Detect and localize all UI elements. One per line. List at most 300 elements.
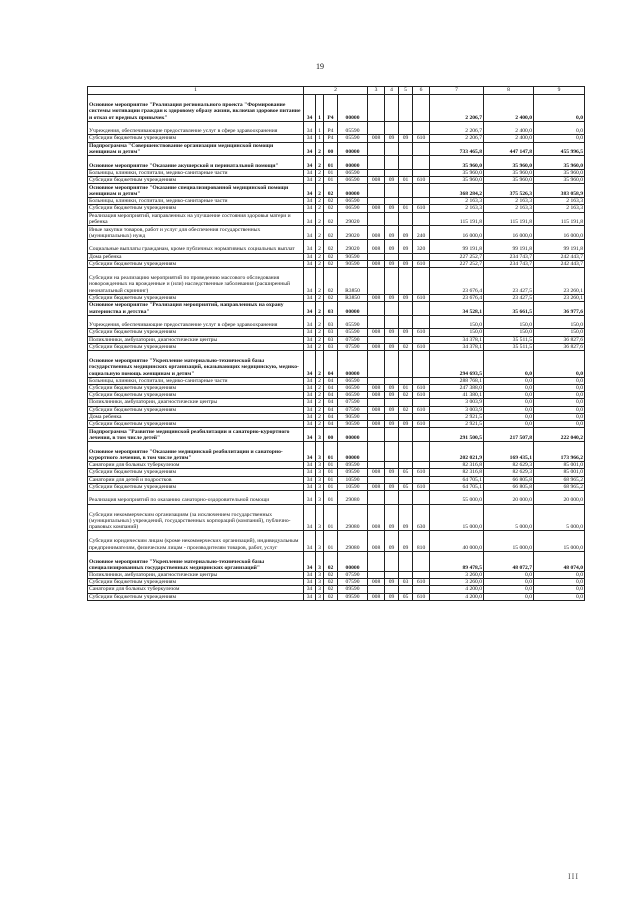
code-department — [368, 462, 385, 469]
amount-year-2: 23 427,5 — [484, 268, 534, 295]
code-event: 04 — [324, 421, 338, 428]
code-section — [385, 351, 399, 378]
code-subsection: 05 — [399, 483, 413, 490]
amount-year-1: 34 528,1 — [430, 302, 484, 316]
table-row — [88, 329, 585, 336]
amount-year-3: 16 000,0 — [534, 226, 585, 240]
amount-year-3: 36 827,6 — [534, 343, 585, 350]
amount-year-2: 0,0 — [484, 579, 534, 586]
amount-year-3: 0,0 — [534, 385, 585, 392]
amount-year-2: 0,0 — [484, 421, 534, 428]
amount-year-1: 2 206,7 — [430, 135, 484, 142]
code-subprogram: 2 — [316, 406, 324, 413]
code-direction: 09590 — [338, 593, 368, 600]
code-subsection: 09 — [399, 504, 413, 531]
code-subsection — [399, 351, 413, 378]
amount-year-1: 82 316,8 — [430, 469, 484, 476]
table-row — [88, 336, 585, 343]
amount-year-2: 217 507,8 — [484, 428, 534, 442]
code-department: 008 — [368, 504, 385, 531]
code-department — [368, 399, 385, 406]
code-section — [385, 586, 399, 593]
code-expense-type: 610 — [413, 135, 430, 142]
code-program: 34 — [304, 343, 316, 350]
table-row — [88, 428, 585, 442]
table-row — [88, 294, 585, 301]
code-section: 09 — [385, 579, 399, 586]
table-row — [88, 392, 585, 399]
amount-year-2: 35 960,0 — [484, 177, 534, 184]
code-event: 03 — [324, 302, 338, 316]
code-program: 34 — [304, 586, 316, 593]
code-program: 34 — [304, 212, 316, 226]
amount-year-3: 0,0 — [534, 579, 585, 586]
code-direction: 07590 — [338, 579, 368, 586]
code-program: 34 — [304, 170, 316, 177]
code-direction: R3850 — [338, 268, 368, 295]
code-program: 34 — [304, 135, 316, 142]
code-program: 34 — [304, 579, 316, 586]
row-name: Основное мероприятие "Оказание акушерской и перинатальной помощи" — [88, 156, 304, 170]
code-department — [368, 476, 385, 483]
code-program: 34 — [304, 121, 316, 135]
code-department — [368, 95, 385, 122]
code-department: 008 — [368, 226, 385, 240]
code-section — [385, 377, 399, 384]
code-event: 02 — [324, 205, 338, 212]
code-event: 01 — [324, 170, 338, 177]
header-col-8: 8 — [484, 87, 534, 95]
code-event: 04 — [324, 351, 338, 378]
amount-year-1: 64 705,1 — [430, 483, 484, 490]
amount-year-3: 36 827,6 — [534, 336, 585, 343]
code-direction: 07590 — [338, 571, 368, 578]
amount-year-2: 82 629,3 — [484, 469, 534, 476]
amount-year-1: 288 768,1 — [430, 377, 484, 384]
table-row — [88, 579, 585, 586]
row-name: Основное мероприятие "Укрепление материально-технической базы специализированных государственных медицинских организаций" — [88, 551, 304, 571]
code-program: 34 — [304, 483, 316, 490]
code-event: P4 — [324, 95, 338, 122]
amount-year-1: 4 200,0 — [430, 586, 484, 593]
code-section — [385, 336, 399, 343]
header-col-6: 6 — [413, 87, 430, 95]
amount-year-1: 82 316,8 — [430, 462, 484, 469]
code-department: 008 — [368, 135, 385, 142]
row-name: Субсидии бюджетным учреждениям — [88, 406, 304, 413]
code-department — [368, 302, 385, 316]
code-subprogram: 3 — [316, 504, 324, 531]
code-event: 02 — [324, 260, 338, 267]
amount-year-2: 48 072,7 — [484, 551, 534, 571]
code-subsection — [399, 377, 413, 384]
code-subprogram: 2 — [316, 226, 324, 240]
row-name: Поликлиники, амбулатории, диагностические центры — [88, 399, 304, 406]
amount-year-2: 234 743,7 — [484, 260, 534, 267]
code-section: 09 — [385, 239, 399, 253]
code-subprogram: 1 — [316, 135, 324, 142]
code-program: 34 — [304, 399, 316, 406]
code-event: 04 — [324, 385, 338, 392]
code-program: 34 — [304, 377, 316, 384]
code-program: 34 — [304, 413, 316, 420]
table-row — [88, 121, 585, 135]
code-subsection: 09 — [399, 239, 413, 253]
code-subprogram: 2 — [316, 253, 324, 260]
code-program: 34 — [304, 593, 316, 600]
amount-year-2: 35 511,5 — [484, 343, 534, 350]
code-direction: 00000 — [338, 184, 368, 198]
amount-year-1: 23 676,4 — [430, 268, 484, 295]
amount-year-1: 115 191,8 — [430, 212, 484, 226]
code-event: 02 — [324, 294, 338, 301]
table-row — [88, 156, 585, 170]
code-event: 01 — [324, 483, 338, 490]
code-subprogram: 2 — [316, 413, 324, 420]
amount-year-3: 0,0 — [534, 377, 585, 384]
code-expense-type — [413, 441, 430, 461]
table-row — [88, 184, 585, 198]
code-event: 02 — [324, 579, 338, 586]
code-department — [368, 212, 385, 226]
row-name: Социальные выплаты гражданам, кроме публичных нормативных социальных выплат — [88, 239, 304, 253]
code-subprogram: 3 — [316, 469, 324, 476]
table-row — [88, 315, 585, 329]
code-program: 34 — [304, 428, 316, 442]
code-program: 34 — [304, 198, 316, 205]
table-row — [88, 377, 585, 384]
code-direction: 90590 — [338, 260, 368, 267]
amount-year-2: 0,0 — [484, 571, 534, 578]
code-direction: 10590 — [338, 476, 368, 483]
code-department: 008 — [368, 421, 385, 428]
code-expense-type — [413, 156, 430, 170]
code-event: 01 — [324, 504, 338, 531]
code-direction: 00000 — [338, 302, 368, 316]
code-subsection: 02 — [399, 392, 413, 399]
code-subsection: 02 — [399, 406, 413, 413]
amount-year-2: 0,0 — [484, 413, 534, 420]
code-subsection — [399, 586, 413, 593]
code-direction: 90590 — [338, 253, 368, 260]
code-program: 34 — [304, 329, 316, 336]
code-expense-type: 610 — [413, 343, 430, 350]
code-subsection — [399, 170, 413, 177]
table-body — [88, 87, 585, 601]
row-name: Больницы, клиники, госпитали, медико-санитарные части — [88, 377, 304, 384]
page-number: 19 — [316, 62, 324, 71]
code-section: 09 — [385, 226, 399, 240]
code-subsection: 09 — [399, 421, 413, 428]
amount-year-3: 150,0 — [534, 329, 585, 336]
amount-year-3: 0,0 — [534, 392, 585, 399]
code-expense-type — [413, 184, 430, 198]
amount-year-2: 2 163,3 — [484, 205, 534, 212]
code-subsection: 02 — [399, 343, 413, 350]
code-subprogram: 3 — [316, 462, 324, 469]
row-name: Субсидии юридическим лицам (кроме некоммерческих организаций), индивидуальным предпринимателям, физическим лицам - производителям товаров, работ, услуг — [88, 531, 304, 551]
code-subsection — [399, 476, 413, 483]
code-department — [368, 198, 385, 205]
amount-year-3: 35 960,0 — [534, 156, 585, 170]
code-subsection — [399, 441, 413, 461]
code-program: 34 — [304, 184, 316, 198]
code-section: 09 — [385, 392, 399, 399]
row-name: Санатории для больных туберкулезом — [88, 462, 304, 469]
code-expense-type — [413, 253, 430, 260]
amount-year-2: 150,0 — [484, 315, 534, 329]
table-row — [88, 198, 585, 205]
code-event: 01 — [324, 531, 338, 551]
code-subprogram: 2 — [316, 336, 324, 343]
code-event: 02 — [324, 198, 338, 205]
code-direction: 29020 — [338, 226, 368, 240]
code-section: 09 — [385, 205, 399, 212]
code-program: 34 — [304, 294, 316, 301]
code-program: 34 — [304, 421, 316, 428]
code-department: 008 — [368, 406, 385, 413]
code-department — [368, 121, 385, 135]
code-direction: 29080 — [338, 490, 368, 504]
code-section: 09 — [385, 260, 399, 267]
code-section — [385, 142, 399, 156]
amount-year-3: 0,0 — [534, 135, 585, 142]
amount-year-3: 173 966,2 — [534, 441, 585, 461]
code-program: 34 — [304, 156, 316, 170]
amount-year-1: 2 206,7 — [430, 121, 484, 135]
code-section — [385, 413, 399, 420]
table-row — [88, 531, 585, 551]
code-direction: 06590 — [338, 385, 368, 392]
table-row — [88, 239, 585, 253]
code-subprogram: 2 — [316, 198, 324, 205]
amount-year-1: 64 705,1 — [430, 476, 484, 483]
code-department — [368, 336, 385, 343]
code-subprogram: 2 — [316, 294, 324, 301]
code-subsection: 09 — [399, 294, 413, 301]
code-expense-type — [413, 490, 430, 504]
code-department — [368, 428, 385, 442]
header-col-5: 5 — [399, 87, 413, 95]
amount-year-1: 733 465,8 — [430, 142, 484, 156]
code-program: 34 — [304, 260, 316, 267]
code-subprogram: 3 — [316, 441, 324, 461]
code-subsection: 09 — [399, 135, 413, 142]
code-subsection — [399, 184, 413, 198]
amount-year-3: 48 074,0 — [534, 551, 585, 571]
code-department: 008 — [368, 294, 385, 301]
amount-year-1: 368 284,2 — [430, 184, 484, 198]
code-expense-type — [413, 571, 430, 578]
code-expense-type — [413, 121, 430, 135]
code-department — [368, 551, 385, 571]
code-event: 01 — [324, 462, 338, 469]
code-section: 09 — [385, 504, 399, 531]
code-event: 04 — [324, 413, 338, 420]
code-subprogram: 2 — [316, 343, 324, 350]
code-subprogram: 2 — [316, 268, 324, 295]
code-direction: 06590 — [338, 177, 368, 184]
code-subprogram: 2 — [316, 260, 324, 267]
code-department — [368, 413, 385, 420]
code-expense-type: 240 — [413, 226, 430, 240]
code-section — [385, 253, 399, 260]
header-col-4: 4 — [385, 87, 399, 95]
table-row — [88, 593, 585, 600]
code-event: 04 — [324, 399, 338, 406]
code-event: 00 — [324, 142, 338, 156]
code-program: 34 — [304, 336, 316, 343]
code-event: 03 — [324, 336, 338, 343]
code-event: 03 — [324, 315, 338, 329]
code-section — [385, 170, 399, 177]
table-row — [88, 205, 585, 212]
code-subsection — [399, 490, 413, 504]
corner-mark: III — [568, 872, 579, 881]
code-subsection — [399, 336, 413, 343]
amount-year-1: 16 000,0 — [430, 226, 484, 240]
code-section: 09 — [385, 343, 399, 350]
code-subsection — [399, 428, 413, 442]
code-direction: 09590 — [338, 586, 368, 593]
amount-year-3: 85 001,0 — [534, 469, 585, 476]
row-name: Субсидии на реализацию мероприятий по проведению массового обследования новорожденных на врожденные и (или) наследственные заболевания (расширенный неонатальный скрининг) — [88, 268, 304, 295]
code-expense-type — [413, 476, 430, 483]
code-expense-type: 610 — [413, 579, 430, 586]
table-row — [88, 490, 585, 504]
row-name: Основное мероприятие "Реализация мероприятий, направленных на охрану материнства и детства" — [88, 302, 304, 316]
table-row — [88, 170, 585, 177]
code-section — [385, 490, 399, 504]
amount-year-3: 242 443,7 — [534, 253, 585, 260]
amount-year-1: 3 003,9 — [430, 406, 484, 413]
code-subprogram: 3 — [316, 428, 324, 442]
table-row — [88, 406, 585, 413]
code-program: 34 — [304, 490, 316, 504]
amount-year-3: 242 443,7 — [534, 260, 585, 267]
amount-year-2: 35 960,0 — [484, 156, 534, 170]
code-subprogram: 2 — [316, 239, 324, 253]
table-row — [88, 385, 585, 392]
code-expense-type: 630 — [413, 504, 430, 531]
code-program: 34 — [304, 95, 316, 122]
code-subsection — [399, 198, 413, 205]
row-name: Субсидии бюджетным учреждениям — [88, 392, 304, 399]
code-program: 34 — [304, 392, 316, 399]
code-expense-type: 610 — [413, 392, 430, 399]
amount-year-2: 66 805,8 — [484, 476, 534, 483]
row-name: Больницы, клиники, госпитали, медико-санитарные части — [88, 198, 304, 205]
amount-year-1: 3 260,0 — [430, 571, 484, 578]
code-department: 008 — [368, 469, 385, 476]
code-direction: 05590 — [338, 135, 368, 142]
code-expense-type: 610 — [413, 177, 430, 184]
row-name: Реализация мероприятий, направленных на улучшение состояния здоровья матери и ребенка — [88, 212, 304, 226]
code-department — [368, 377, 385, 384]
code-direction: 29080 — [338, 531, 368, 551]
table-row — [88, 351, 585, 378]
row-name: Субсидии бюджетным учреждениям — [88, 294, 304, 301]
amount-year-3: 0,0 — [534, 593, 585, 600]
code-department — [368, 170, 385, 177]
code-program: 34 — [304, 504, 316, 531]
table-row — [88, 421, 585, 428]
code-subprogram: 2 — [316, 385, 324, 392]
table-row — [88, 226, 585, 240]
budget-table — [87, 86, 585, 601]
amount-year-1: 23 676,4 — [430, 294, 484, 301]
code-expense-type: 610 — [413, 483, 430, 490]
code-program: 34 — [304, 226, 316, 240]
code-expense-type: 810 — [413, 531, 430, 551]
code-program: 34 — [304, 177, 316, 184]
code-event: 01 — [324, 490, 338, 504]
code-program: 34 — [304, 253, 316, 260]
row-name: Поликлиники, амбулатории, диагностические центры — [88, 336, 304, 343]
code-event: 04 — [324, 377, 338, 384]
code-section — [385, 95, 399, 122]
amount-year-2: 375 526,3 — [484, 184, 534, 198]
amount-year-1: 227 252,7 — [430, 253, 484, 260]
row-name: Основное мероприятие "Реализация регионального проекта "Формирование системы мотивации граждан к здоровому образу жизни, включая здоровое питание и отказ от вредных привычек" — [88, 95, 304, 122]
code-subprogram: 2 — [316, 399, 324, 406]
code-section: 09 — [385, 329, 399, 336]
table-row — [88, 413, 585, 420]
code-expense-type — [413, 462, 430, 469]
code-section — [385, 302, 399, 316]
code-subsection: 09 — [399, 329, 413, 336]
code-department: 008 — [368, 579, 385, 586]
code-subsection — [399, 121, 413, 135]
code-section — [385, 198, 399, 205]
amount-year-1: 34 378,1 — [430, 343, 484, 350]
amount-year-2: 0,0 — [484, 586, 534, 593]
code-program: 34 — [304, 315, 316, 329]
table-row — [88, 212, 585, 226]
table-row — [88, 483, 585, 490]
amount-year-3: 5 000,0 — [534, 504, 585, 531]
code-expense-type — [413, 586, 430, 593]
code-department: 008 — [368, 343, 385, 350]
code-subprogram: 2 — [316, 156, 324, 170]
code-program: 34 — [304, 205, 316, 212]
code-direction: 09590 — [338, 469, 368, 476]
amount-year-3: 0,0 — [534, 121, 585, 135]
code-subsection — [399, 95, 413, 122]
amount-year-2: 82 629,3 — [484, 462, 534, 469]
amount-year-2: 447 147,8 — [484, 142, 534, 156]
amount-year-1: 35 960,0 — [430, 170, 484, 177]
code-event: 02 — [324, 239, 338, 253]
amount-year-2: 234 743,7 — [484, 253, 534, 260]
code-direction: 05590 — [338, 315, 368, 329]
code-program: 34 — [304, 268, 316, 295]
row-name: Санатории для больных туберкулезом — [88, 586, 304, 593]
amount-year-3: 0,0 — [534, 413, 585, 420]
code-expense-type: 610 — [413, 260, 430, 267]
code-subprogram: 2 — [316, 421, 324, 428]
code-program: 34 — [304, 351, 316, 378]
code-program: 34 — [304, 469, 316, 476]
code-event: P4 — [324, 135, 338, 142]
code-direction: 07590 — [338, 406, 368, 413]
row-name: Основное мероприятие "Оказание медицинской реабилитации и санаторно-курортного лечения, в том числе детям" — [88, 441, 304, 461]
table-row — [88, 462, 585, 469]
row-name: Субсидии бюджетным учреждениям — [88, 343, 304, 350]
header-col-2: 2 — [304, 87, 368, 95]
code-subprogram: 3 — [316, 483, 324, 490]
code-program: 34 — [304, 385, 316, 392]
